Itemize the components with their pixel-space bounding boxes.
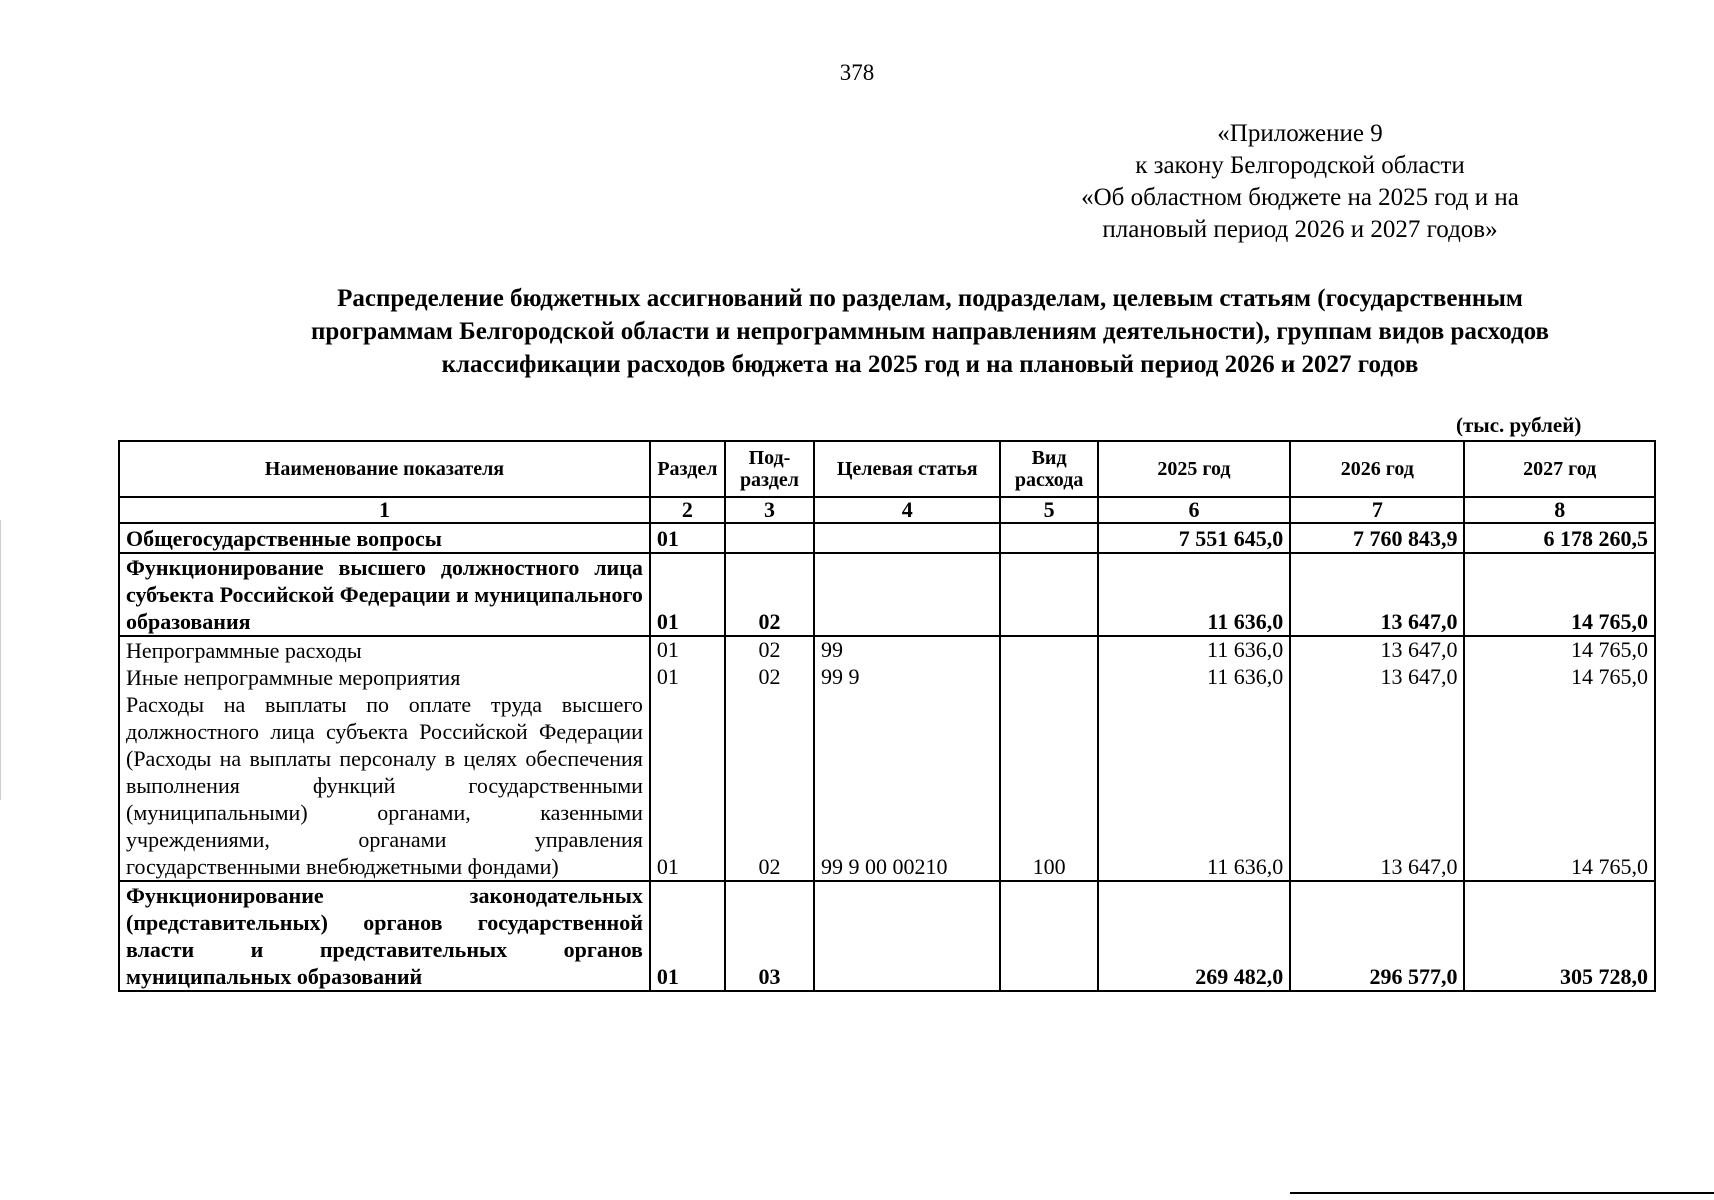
row-kind: 100 <box>1000 691 1097 881</box>
row-2026: 296 577,0 <box>1290 881 1464 991</box>
header-section: Раздел <box>650 441 725 497</box>
units-label: (тыс. рублей) <box>1456 413 1582 437</box>
row-subsection: 02 <box>725 691 814 881</box>
header-2026: 2026 год <box>1290 441 1464 497</box>
row-target: 99 9 <box>814 664 1000 691</box>
row-2025: 11 636,0 <box>1098 691 1291 881</box>
row-2026: 7 760 843,9 <box>1290 523 1464 553</box>
column-number: 5 <box>1000 497 1097 523</box>
row-subsection: 03 <box>725 881 814 991</box>
row-section: 01 <box>650 881 725 991</box>
header-kind <box>1000 441 1097 497</box>
row-2025: 7 551 645,0 <box>1098 523 1291 553</box>
row-section: 01 <box>650 553 725 636</box>
row-kind <box>1000 553 1097 636</box>
column-number: 4 <box>814 497 1000 523</box>
table-row <box>119 636 1655 664</box>
row-2027: 6 178 260,5 <box>1464 523 1655 553</box>
row-2027: 305 728,0 <box>1464 881 1655 991</box>
header-target: Целевая статья <box>814 441 1000 497</box>
row-kind <box>1000 664 1097 691</box>
header-subsection-line-1: Под- <box>748 447 791 469</box>
column-number: 8 <box>1464 497 1655 523</box>
row-2025: 11 636,0 <box>1098 636 1291 664</box>
row-name: Функционирование законодательных (представительных) органов государственной власти и представительных органов муниципальных образований <box>119 881 650 991</box>
row-target: 99 9 00 00210 <box>814 691 1000 881</box>
appendix-line-3: «Об областном бюджете на 2025 год и на <box>1081 184 1519 211</box>
row-section: 01 <box>650 664 725 691</box>
row-target <box>814 523 1000 553</box>
row-target <box>814 881 1000 991</box>
page-number: 378 <box>839 60 875 85</box>
title-line-3: классификации расходов бюджета на 2025 год и на плановый период 2026 и 2027 годов <box>441 351 1419 378</box>
header-kind-line-1: Вид <box>1031 447 1067 469</box>
row-section: 01 <box>650 636 725 664</box>
appendix-line-4: плановый период 2026 и 2027 годов» <box>1102 216 1498 243</box>
table-header <box>119 441 1655 523</box>
scan-margin-mark <box>0 520 1 800</box>
document-title <box>150 282 1710 381</box>
scan-edge-line <box>1290 1192 1714 1194</box>
title-line-1: Распределение бюджетных ассигнований по разделам, подразделам, целевым статьям (государственным <box>337 285 1523 312</box>
column-number: 2 <box>650 497 725 523</box>
header-2025: 2025 год <box>1098 441 1291 497</box>
column-number-row <box>119 497 1655 523</box>
row-section: 01 <box>650 691 725 881</box>
row-section: 01 <box>650 523 725 553</box>
column-number: 1 <box>119 497 650 523</box>
row-2027: 14 765,0 <box>1464 636 1655 664</box>
table-row <box>119 523 1655 553</box>
header-name: Наименование показателя <box>119 441 650 497</box>
row-2025: 11 636,0 <box>1098 553 1291 636</box>
row-kind <box>1000 881 1097 991</box>
row-subsection: 02 <box>725 553 814 636</box>
row-2027: 14 765,0 <box>1464 691 1655 881</box>
row-2026: 13 647,0 <box>1290 691 1464 881</box>
row-2026: 13 647,0 <box>1290 553 1464 636</box>
row-name: Общегосударственные вопросы <box>119 523 650 553</box>
row-2026: 13 647,0 <box>1290 664 1464 691</box>
header-subsection <box>725 441 814 497</box>
column-number: 7 <box>1290 497 1464 523</box>
table-row <box>119 553 1655 636</box>
row-2026: 13 647,0 <box>1290 636 1464 664</box>
row-2025: 11 636,0 <box>1098 664 1291 691</box>
row-subsection <box>725 523 814 553</box>
row-2027: 14 765,0 <box>1464 553 1655 636</box>
row-kind <box>1000 523 1097 553</box>
column-number: 3 <box>725 497 814 523</box>
header-2027: 2027 год <box>1464 441 1655 497</box>
row-name: Расходы на выплаты по оплате труда высшего должностного лица субъекта Российской Федерации (Расходы на выплаты персоналу в целях обеспечения выполнения функций государственными (муниципальными) органами, казенными учреждениями, органами управления государственными внебюджетными фондами) <box>119 691 650 881</box>
row-target <box>814 553 1000 636</box>
title-line-2: программам Белгородской области и непрограммным направлениям деятельности), группам видов расходов <box>310 318 1550 345</box>
column-number: 6 <box>1098 497 1291 523</box>
row-2025: 269 482,0 <box>1098 881 1291 991</box>
row-name: Иные непрограммные мероприятия <box>119 664 650 691</box>
appendix-line-2: к закону Белгородской области <box>1135 152 1465 179</box>
row-kind <box>1000 636 1097 664</box>
row-name: Функционирование высшего должностного лица субъекта Российской Федерации и муниципального образования <box>119 553 650 636</box>
appendix-note <box>1040 118 1560 246</box>
budget-table <box>118 440 1656 992</box>
header-kind-line-2: расхода <box>1014 469 1084 491</box>
row-subsection: 02 <box>725 636 814 664</box>
row-target: 99 <box>814 636 1000 664</box>
table-row <box>119 664 1655 691</box>
appendix-line-1: «Приложение 9 <box>1217 120 1383 147</box>
row-name: Непрограммные расходы <box>119 636 650 664</box>
row-2027: 14 765,0 <box>1464 664 1655 691</box>
header-subsection-line-2: раздел <box>739 469 799 491</box>
table-row <box>119 881 1655 991</box>
row-subsection: 02 <box>725 664 814 691</box>
table-row <box>119 691 1655 881</box>
